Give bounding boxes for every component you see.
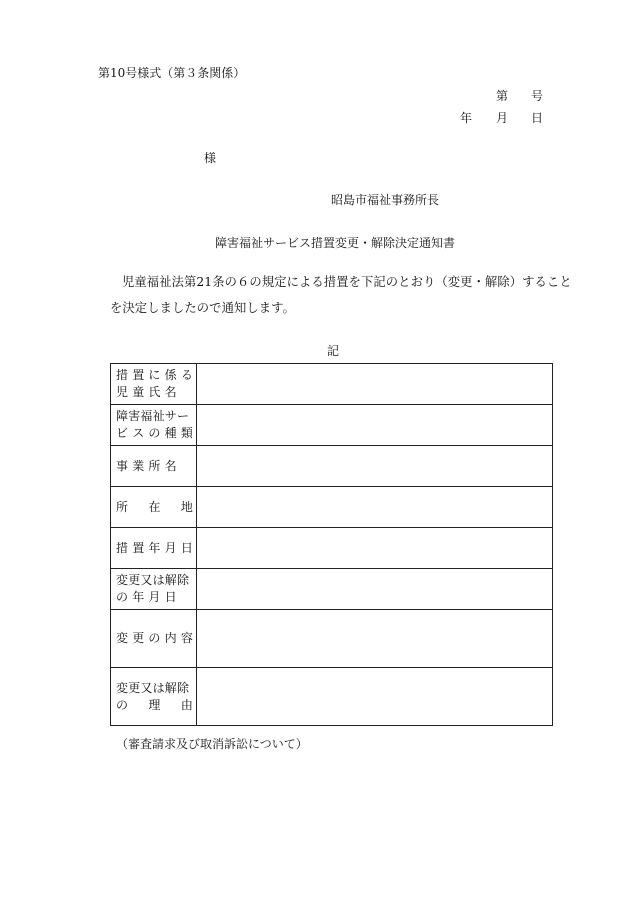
number-prefix: 第: [496, 89, 509, 103]
row-label-child-name: [111, 364, 197, 405]
number-suffix: 号: [531, 89, 544, 103]
table-row: [111, 487, 553, 528]
table-row: [111, 405, 553, 446]
date-day-label: 日: [531, 111, 544, 125]
row-value-measure-date: [197, 528, 553, 569]
row-label-change-content: [111, 610, 197, 668]
label-line: 児 童 氏 名: [116, 385, 177, 399]
body-paragraph: 児童福祉法第21条の６の規定による措置を下記のとおり（変更・解除）することを決定しましたので通知します。: [110, 275, 572, 315]
label-line: の 理 由: [116, 697, 194, 712]
form-number: 第10号様式（第３条関係）: [98, 66, 246, 80]
table-row: [111, 446, 553, 487]
table-row: [111, 668, 553, 726]
row-label-address: [111, 487, 197, 528]
row-value-change-reason: [197, 668, 553, 726]
table-row: [111, 610, 553, 668]
row-value-office-name: [197, 446, 553, 487]
label-line: 変更又は解除: [116, 680, 190, 695]
table-row: [111, 569, 553, 610]
addressee-honorific: 様: [204, 151, 217, 165]
row-label-change-reason: [111, 668, 197, 726]
row-value-change-content: [197, 610, 553, 668]
row-value-service-type: [197, 405, 553, 446]
row-label-measure-date: [111, 528, 197, 569]
row-label-office-name: [111, 446, 197, 487]
issuer-name: 昭島市福祉事務所長: [331, 193, 440, 207]
label-line: 事 業 所 名: [116, 458, 177, 473]
label-line: 変更又は解除: [116, 573, 190, 587]
label-line: 措 置 に 係 る: [116, 368, 194, 382]
row-label-service-type: [111, 405, 197, 446]
row-label-change-date: [111, 569, 197, 610]
table-row: [111, 528, 553, 569]
row-value-child-name: [197, 364, 553, 405]
document-title: 障害福祉サービス措置変更・解除決定通知書: [215, 236, 456, 250]
appeal-note: （審査請求及び取消訴訟について）: [116, 737, 308, 751]
detail-table: [110, 363, 553, 726]
label-line: 措 置 年 月 日: [116, 540, 194, 555]
date-year-label: 年: [460, 111, 473, 125]
label-line: ビ ス の 種 類: [116, 426, 194, 440]
label-line: 所 在 地: [116, 499, 194, 514]
row-value-address: [197, 487, 553, 528]
label-line: の 年 月 日: [116, 590, 177, 604]
label-line: 障害福祉サー: [116, 409, 190, 423]
row-value-change-date: [197, 569, 553, 610]
date-month-label: 月: [496, 111, 509, 125]
table-row: [111, 364, 553, 405]
label-line: 変 更 の 内 容: [116, 631, 194, 645]
ki-heading: 記: [327, 344, 340, 358]
